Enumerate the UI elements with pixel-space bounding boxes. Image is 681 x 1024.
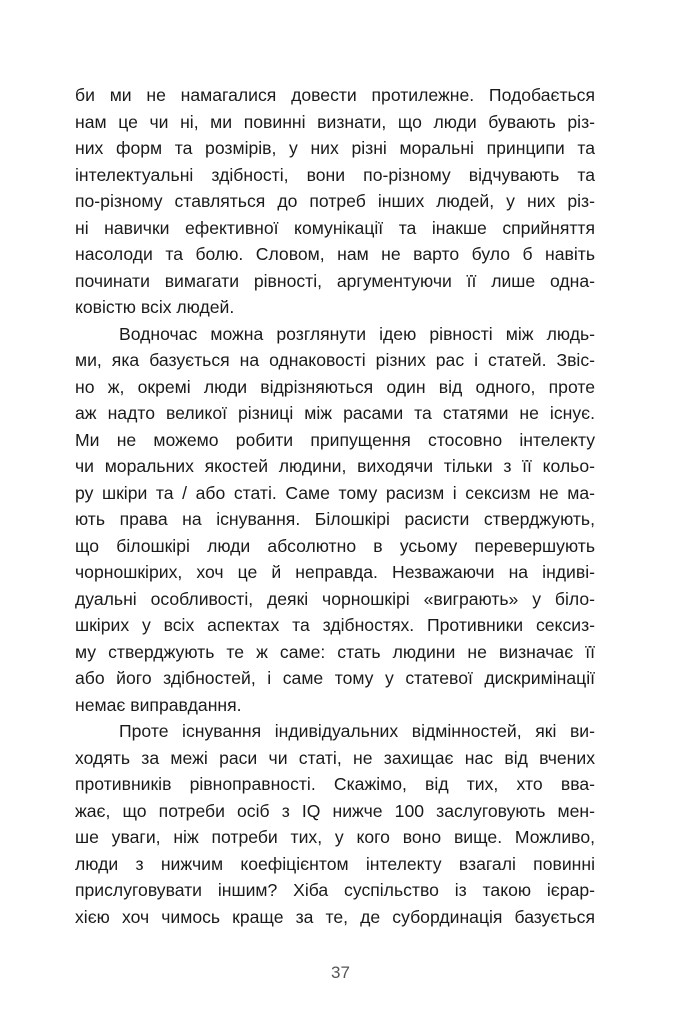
paragraph bbox=[75, 321, 595, 719]
text-line: аж надто великої різниці між расами та статями не існує. bbox=[75, 403, 595, 423]
text-line: хією хоч чимось краще за те, де субординація базується bbox=[75, 906, 595, 927]
paragraph bbox=[75, 718, 595, 930]
text-line: би ми не намагалися довести протилежне. Подобається bbox=[75, 85, 595, 105]
text-line: ру шкіри та / або статі. Саме тому расизм і сексизм не ма- bbox=[75, 482, 595, 503]
text-line: що білошкірі люди абсолютно в усьому перевершують bbox=[75, 535, 595, 556]
text-line: насолоди та болю. Словом, нам не варто було б навіть bbox=[75, 244, 595, 264]
text-line: Проте існування індивідуальних відмінностей, які ви- bbox=[119, 721, 595, 741]
text-line: починати вимагати рівності, аргументуючи її лише одна- bbox=[75, 270, 595, 291]
text-line: інтелектуальні здібності, вони по-різному відчувають та bbox=[75, 164, 595, 185]
book-page-text bbox=[75, 82, 595, 930]
text-line: них форм та розмірів, у них різні моральні принципи та bbox=[75, 138, 595, 158]
text-line: ше уваги, ніж потреби тих, у кого воно вище. Можливо, bbox=[75, 827, 595, 847]
text-line: жає, що потреби осіб з IQ нижче 100 заслуговують мен- bbox=[75, 800, 595, 821]
text-line: ні навички ефективної комунікації та інакше сприйняття bbox=[75, 217, 595, 238]
text-line: ють права на існування. Білошкірі расисти стверджують, bbox=[75, 509, 595, 529]
text-line: шкірих у всіх аспектах та здібностях. Противники сексиз- bbox=[75, 615, 595, 635]
text-line: по-різному ставляться до потреб інших людей, у них різ- bbox=[75, 191, 595, 211]
text-line: чорношкірих, хоч це й неправда. Незважаючи на індиві- bbox=[75, 562, 595, 582]
text-line: чи моральних якостей людини, виходячи тільки з її кольо- bbox=[75, 456, 595, 476]
text-line: або його здібностей, і саме тому у статевої дискримінації bbox=[75, 668, 595, 688]
text-line: ходять за межі раси чи статі, не захищає нас від вчених bbox=[75, 747, 595, 768]
text-line: ми, яка базується на однаковості різних рас і статей. Звіс- bbox=[75, 350, 595, 370]
text-line: люди з нижчим коефіцієнтом інтелекту взагалі повинні bbox=[75, 853, 595, 874]
text-line: противників рівноправності. Скажімо, від тих, хто вва- bbox=[75, 774, 595, 794]
page-number: 37 bbox=[331, 963, 350, 982]
paragraph bbox=[75, 82, 595, 321]
text-line: му стверджують те ж саме: стать людини не визначає її bbox=[75, 641, 595, 662]
text-line: дуальні особливості, деякі чорношкірі «виграють» у біло- bbox=[75, 588, 595, 609]
text-line: ковістю всіх людей. bbox=[75, 297, 235, 317]
text-line: немає виправдання. bbox=[75, 694, 242, 715]
text-line: Водночас можна розглянути ідею рівності між людь- bbox=[119, 323, 595, 344]
text-line: но ж, окремі люди відрізняються один від одного, проте bbox=[75, 376, 595, 397]
text-line: Ми не можемо робити припущення стосовно інтелекту bbox=[75, 429, 595, 450]
text-line: прислуговувати іншим? Хіба суспільство із такою ієрар- bbox=[75, 880, 595, 900]
text-line: нам це чи ні, ми повинні визнати, що люди бувають різ- bbox=[75, 111, 595, 132]
